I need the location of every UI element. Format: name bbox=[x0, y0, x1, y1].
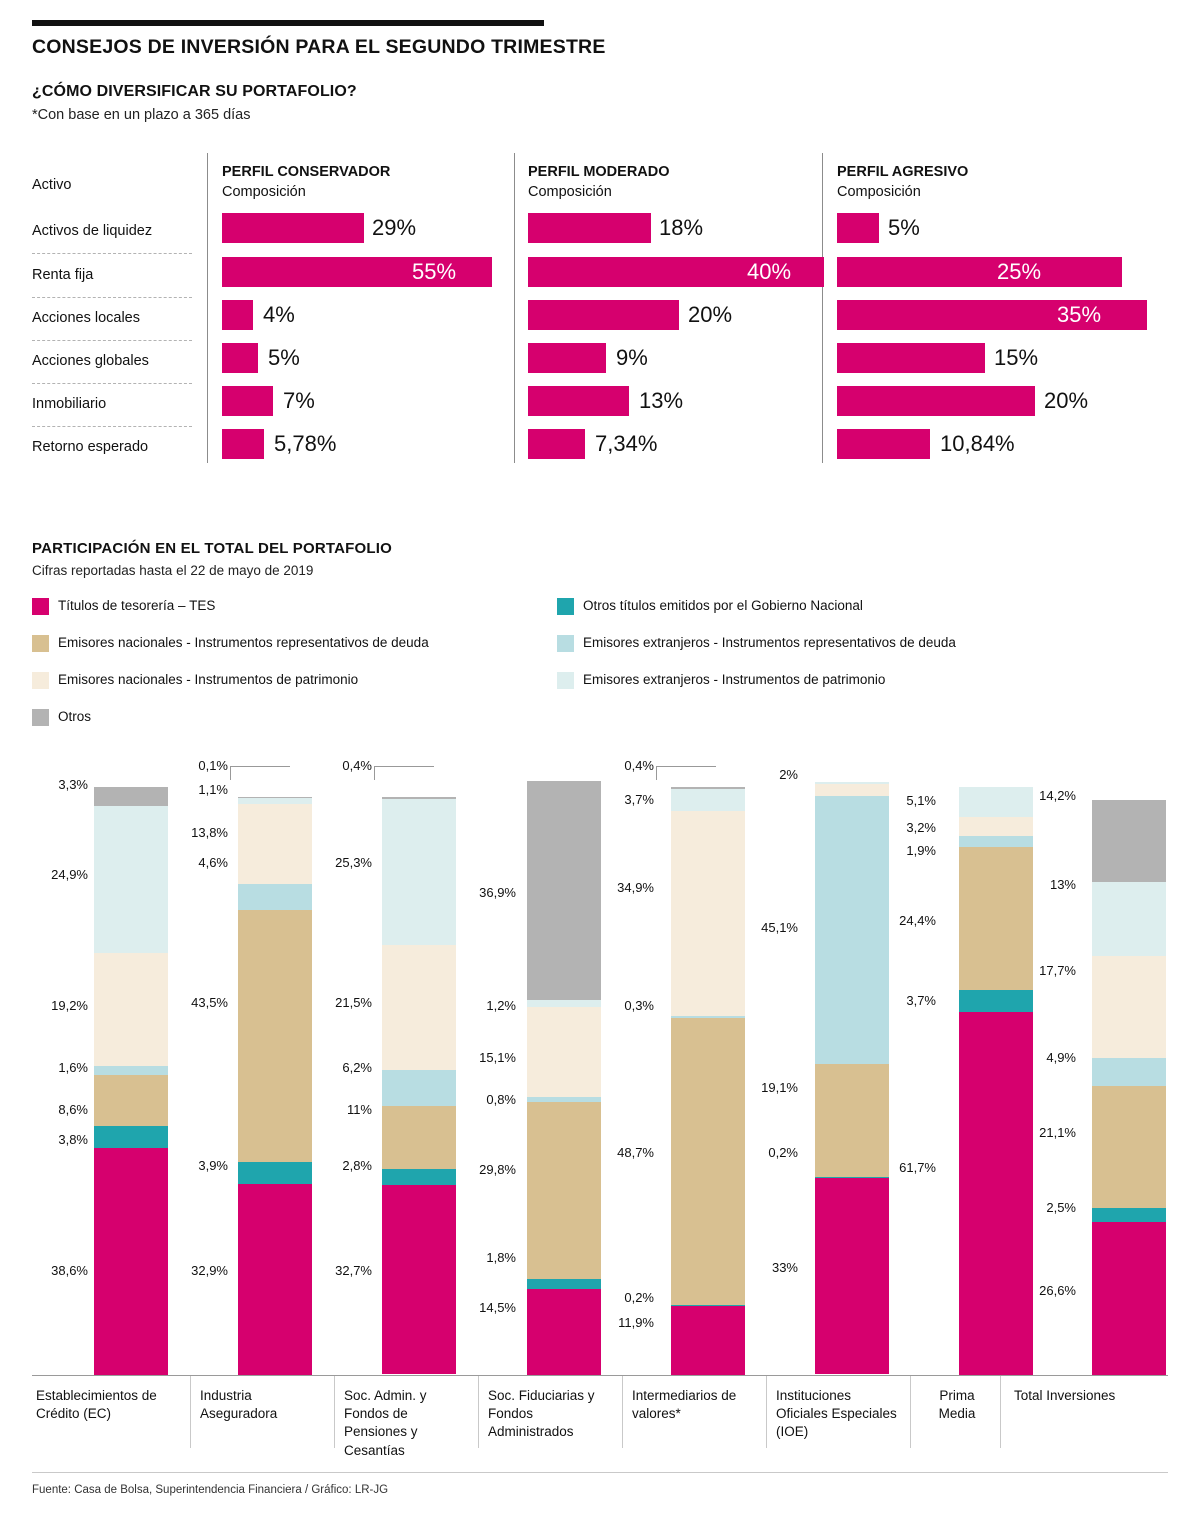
title-rule bbox=[32, 20, 544, 26]
segment-ext-patrimonio bbox=[1092, 882, 1166, 957]
value-agresivo-activos-liquidez: 5% bbox=[888, 215, 920, 240]
bar-moderado-inmobiliario bbox=[528, 386, 629, 416]
value-conservador-activos-liquidez: 29% bbox=[372, 215, 417, 240]
segment-otros-gobierno bbox=[1092, 1208, 1166, 1222]
bar-moderado-activos-liquidez bbox=[528, 213, 651, 243]
legend-swatch-icon bbox=[32, 709, 49, 726]
category-divider bbox=[910, 1376, 911, 1448]
value-moderado-activos-liquidez: 18% bbox=[659, 215, 704, 240]
segment-tes bbox=[238, 1184, 312, 1374]
legend-label: Otros títulos emitidos por el Gobierno Nacional bbox=[583, 598, 863, 613]
label-pens-otros: 0,4% bbox=[342, 758, 372, 773]
segment-tes bbox=[815, 1178, 889, 1374]
profiles-table bbox=[32, 145, 1168, 475]
legend-swatch-icon bbox=[32, 635, 49, 652]
segment-ext-deuda bbox=[94, 1066, 168, 1075]
category-divider bbox=[1000, 1376, 1001, 1448]
bar-agresivo-retorno bbox=[837, 429, 930, 459]
label-inter-otros: 0,4% bbox=[624, 758, 654, 773]
bar-agresivo-inmobiliario bbox=[837, 386, 1035, 416]
label-pens-ext-patrimonio: 25,3% bbox=[335, 855, 372, 870]
bar-agresivo-renta-fija bbox=[837, 257, 1122, 287]
label-total-otros: 14,2% bbox=[1039, 788, 1076, 803]
stacked-column-pensiones bbox=[382, 797, 456, 1375]
bar-moderado-retorno bbox=[528, 429, 585, 459]
segment-tes bbox=[671, 1306, 745, 1376]
category-divider bbox=[334, 1376, 335, 1448]
segment-otros bbox=[1092, 800, 1166, 882]
label-fid-otros-gobierno: 1,8% bbox=[486, 1250, 516, 1265]
label-ioe-nac-deuda: 19,1% bbox=[761, 1080, 798, 1095]
label-fid-tes: 14,5% bbox=[479, 1300, 516, 1315]
legend-label: Emisores extranjeros - Instrumentos representativos de deuda bbox=[583, 635, 956, 650]
leader-line bbox=[374, 766, 434, 780]
label-aseg-nac-deuda: 43,5% bbox=[191, 995, 228, 1010]
bar-conservador-acciones-globales bbox=[222, 343, 258, 373]
label-aseg-otros: 0,1% bbox=[198, 758, 228, 773]
label-ec-nac-patrimonio: 19,2% bbox=[51, 998, 88, 1013]
segment-nac-patrimonio bbox=[527, 1007, 601, 1097]
column-header-conservador: PERFIL CONSERVADOR Composición bbox=[222, 164, 391, 200]
column-divider-2 bbox=[514, 153, 515, 463]
label-ec-nac-deuda: 8,6% bbox=[58, 1102, 88, 1117]
row-divider bbox=[32, 383, 192, 384]
legend-item-otros-gobierno bbox=[557, 598, 863, 615]
label-aseg-ext-deuda: 4,6% bbox=[198, 855, 228, 870]
segment-otros-gobierno bbox=[382, 1169, 456, 1185]
category-label-total: Total Inversiones bbox=[1014, 1388, 1116, 1403]
value-agresivo-retorno: 10,84% bbox=[940, 431, 1015, 456]
legend-swatch-icon bbox=[557, 635, 574, 652]
segment-otros bbox=[94, 787, 168, 806]
row-label-renta-fija: Renta fija bbox=[32, 267, 94, 283]
label-ec-otros-gobierno: 3,8% bbox=[58, 1132, 88, 1147]
label-pm-otros-gobierno: 3,7% bbox=[906, 993, 936, 1008]
segment-tes bbox=[959, 1012, 1033, 1375]
segment-ext-deuda bbox=[1092, 1058, 1166, 1086]
segment-tes bbox=[527, 1289, 601, 1375]
bar-agresivo-acciones-globales bbox=[837, 343, 985, 373]
label-inter-ext-deuda: 0,3% bbox=[624, 998, 654, 1013]
label-pm-ext-patrimonio: 5,1% bbox=[906, 793, 936, 808]
stacked-column-aseguradora bbox=[238, 797, 312, 1375]
label-pens-nac-patrimonio: 21,5% bbox=[335, 995, 372, 1010]
category-label-aseguradora: Industria Aseguradora bbox=[200, 1388, 278, 1422]
segment-tes bbox=[94, 1148, 168, 1375]
label-fid-otros: 36,9% bbox=[479, 885, 516, 900]
bar-moderado-acciones-globales bbox=[528, 343, 606, 373]
stacked-column-fiduciarias bbox=[527, 781, 601, 1375]
legend-label: Otros bbox=[58, 709, 92, 724]
label-ioe-nac-patrimonio: 2% bbox=[779, 767, 798, 782]
row-label-activos-liquidez: Activos de liquidez bbox=[32, 223, 153, 239]
category-label-ioe: Instituciones Oficiales Especiales (IOE) bbox=[776, 1388, 897, 1440]
segment-nac-patrimonio bbox=[1092, 956, 1166, 1058]
segment-nac-patrimonio bbox=[815, 784, 889, 796]
category-divider bbox=[622, 1376, 623, 1448]
label-inter-otros-gobierno: 0,2% bbox=[624, 1290, 654, 1305]
label-total-nac-deuda: 21,1% bbox=[1039, 1125, 1076, 1140]
label-pens-otros-gobierno: 2,8% bbox=[342, 1158, 372, 1173]
chart-axis bbox=[32, 1375, 1168, 1376]
label-total-ext-patrimonio: 13% bbox=[1049, 877, 1076, 892]
segment-ext-deuda bbox=[382, 1070, 456, 1106]
label-fid-nac-patrimonio: 15,1% bbox=[479, 1050, 516, 1065]
label-ioe-tes: 33% bbox=[771, 1260, 798, 1275]
label-ioe-otros-gobierno: 0,2% bbox=[768, 1145, 798, 1160]
value-moderado-renta-fija: 40% bbox=[747, 259, 792, 284]
section-note: *Con base en un plazo a 365 días bbox=[32, 107, 251, 123]
legend-item-nac-patrimonio bbox=[32, 672, 358, 689]
row-divider bbox=[32, 340, 192, 341]
value-moderado-inmobiliario: 13% bbox=[639, 388, 684, 413]
label-pm-ext-deuda: 1,9% bbox=[906, 843, 936, 858]
row-label-inmobiliario: Inmobiliario bbox=[32, 396, 107, 412]
segment-ext-patrimonio bbox=[671, 789, 745, 811]
segment-nac-patrimonio bbox=[671, 811, 745, 1016]
column-divider-3 bbox=[822, 153, 823, 463]
label-total-otros-gobierno: 2,5% bbox=[1046, 1200, 1076, 1215]
bar-conservador-inmobiliario bbox=[222, 386, 273, 416]
legend-item-tes bbox=[32, 598, 215, 615]
participation-subtitle: Cifras reportadas hasta el 22 de mayo de 2019 bbox=[32, 563, 314, 578]
category-label-pensiones: Soc. Admin. y Fondos de Pensiones y Cesantías bbox=[344, 1388, 427, 1458]
legend-swatch-icon bbox=[557, 598, 574, 615]
source-note: Fuente: Casa de Bolsa, Superintendencia Financiera / Gráfico: LR-JG bbox=[32, 1484, 389, 1496]
segment-tes bbox=[1092, 1222, 1166, 1375]
segment-ext-deuda bbox=[959, 836, 1033, 847]
category-label-ec: Establecimientos de Crédito (EC) bbox=[36, 1388, 157, 1422]
label-pens-ext-deuda: 6,2% bbox=[342, 1060, 372, 1075]
legend-item-ext-patrimonio bbox=[557, 672, 885, 689]
segment-nac-patrimonio bbox=[382, 945, 456, 1069]
source-divider bbox=[32, 1472, 1168, 1473]
row-divider bbox=[32, 297, 192, 298]
label-total-nac-patrimonio: 17,7% bbox=[1039, 963, 1076, 978]
label-inter-ext-patrimonio: 3,7% bbox=[624, 792, 654, 807]
stacked-column-ioe bbox=[815, 782, 889, 1375]
label-inter-nac-patrimonio: 34,9% bbox=[617, 880, 654, 895]
label-fid-ext-deuda: 0,8% bbox=[486, 1092, 516, 1107]
legend-label: Títulos de tesorería – TES bbox=[58, 598, 216, 613]
value-agresivo-acciones-locales: 35% bbox=[1057, 302, 1102, 327]
label-pm-nac-deuda: 24,4% bbox=[899, 913, 936, 928]
bar-conservador-activos-liquidez bbox=[222, 213, 364, 243]
segment-nac-deuda bbox=[527, 1102, 601, 1279]
label-aseg-otros-gobierno: 3,9% bbox=[198, 1158, 228, 1173]
value-agresivo-acciones-globales: 15% bbox=[994, 345, 1039, 370]
value-conservador-retorno: 5,78% bbox=[274, 431, 337, 456]
stacked-column-intermediarios bbox=[671, 787, 745, 1375]
segment-otros-gobierno bbox=[959, 990, 1033, 1012]
stacked-column-total bbox=[1092, 800, 1166, 1375]
row-label-acciones-locales: Acciones locales bbox=[32, 310, 140, 326]
legend-label: Emisores nacionales - Instrumentos de patrimonio bbox=[58, 672, 359, 687]
column-divider-1 bbox=[207, 153, 208, 463]
legend-item-otros bbox=[32, 709, 91, 726]
column-header-moderado: PERFIL MODERADO Composición bbox=[528, 164, 670, 200]
stacked-column-ec bbox=[94, 787, 168, 1375]
segment-nac-deuda bbox=[1092, 1086, 1166, 1207]
segment-otros-gobierno bbox=[238, 1162, 312, 1185]
segment-nac-deuda bbox=[382, 1106, 456, 1170]
bar-conservador-retorno bbox=[222, 429, 264, 459]
infographic-page bbox=[0, 20, 1200, 1523]
page-title: CONSEJOS DE INVERSIÓN PARA EL SEGUNDO TRIMESTRE bbox=[32, 36, 606, 58]
section-subtitle: ¿CÓMO DIVERSIFICAR SU PORTAFOLIO? bbox=[32, 83, 357, 100]
segment-nac-deuda bbox=[671, 1018, 745, 1304]
label-pm-tes: 61,7% bbox=[899, 1160, 936, 1175]
legend-item-nac-deuda bbox=[32, 635, 429, 652]
row-label-acciones-globales: Acciones globales bbox=[32, 353, 149, 369]
segment-ext-patrimonio bbox=[94, 806, 168, 952]
segment-nac-patrimonio bbox=[238, 804, 312, 884]
label-ioe-ext-deuda: 45,1% bbox=[761, 920, 798, 935]
stacked-bar-chart bbox=[32, 755, 1168, 1375]
bar-moderado-acciones-locales bbox=[528, 300, 679, 330]
segment-nac-patrimonio bbox=[94, 953, 168, 1066]
category-divider bbox=[766, 1376, 767, 1448]
label-ec-otros: 3,3% bbox=[58, 777, 88, 792]
segment-nac-deuda bbox=[94, 1075, 168, 1126]
label-aseg-ext-patrimonio: 1,1% bbox=[198, 782, 228, 797]
category-label-prima-media: Prima Media bbox=[938, 1388, 976, 1422]
label-aseg-nac-patrimonio: 13,8% bbox=[191, 825, 228, 840]
segment-ext-patrimonio bbox=[382, 799, 456, 945]
row-divider bbox=[32, 426, 192, 427]
category-label-intermediarios: Intermediarios de valores* bbox=[632, 1388, 737, 1422]
segment-ext-deuda bbox=[815, 796, 889, 1063]
legend-label: Emisores extranjeros - Instrumentos de patrimonio bbox=[583, 672, 886, 687]
column-header-agresivo: PERFIL AGRESIVO Composición bbox=[837, 164, 969, 200]
label-ec-tes: 38,6% bbox=[51, 1263, 88, 1278]
label-inter-nac-deuda: 48,7% bbox=[617, 1145, 654, 1160]
category-divider bbox=[478, 1376, 479, 1448]
segment-ext-deuda bbox=[238, 884, 312, 911]
label-inter-tes: 11,9% bbox=[618, 1315, 654, 1330]
label-pens-nac-deuda: 11% bbox=[346, 1102, 372, 1117]
legend-swatch-icon bbox=[32, 672, 49, 689]
bar-conservador-acciones-locales bbox=[222, 300, 253, 330]
leader-line bbox=[230, 766, 290, 780]
label-aseg-tes: 32,9% bbox=[191, 1263, 228, 1278]
label-fid-ext-patrimonio: 1,2% bbox=[486, 998, 516, 1013]
legend-swatch-icon bbox=[32, 598, 49, 615]
segment-otros bbox=[527, 781, 601, 1000]
value-moderado-acciones-locales: 20% bbox=[688, 302, 733, 327]
row-divider bbox=[32, 253, 192, 254]
segment-nac-deuda bbox=[238, 910, 312, 1161]
label-pm-nac-patrimonio: 3,2% bbox=[906, 820, 936, 835]
value-conservador-inmobiliario: 7% bbox=[283, 388, 315, 413]
segment-tes bbox=[382, 1185, 456, 1374]
category-label-fiduciarias: Soc. Fiduciarias y Fondos Administrados bbox=[488, 1388, 595, 1440]
leader-line bbox=[656, 766, 716, 780]
label-pens-tes: 32,7% bbox=[335, 1263, 372, 1278]
legend-item-ext-deuda bbox=[557, 635, 956, 652]
label-fid-nac-deuda: 29,8% bbox=[479, 1162, 516, 1177]
segment-nac-patrimonio bbox=[959, 817, 1033, 836]
label-ec-ext-patrimonio: 24,9% bbox=[51, 867, 88, 882]
category-divider bbox=[190, 1376, 191, 1448]
value-moderado-retorno: 7,34% bbox=[595, 431, 658, 456]
legend-label: Emisores nacionales - Instrumentos representativos de deuda bbox=[58, 635, 429, 650]
value-agresivo-inmobiliario: 20% bbox=[1044, 388, 1089, 413]
segment-otros-gobierno bbox=[94, 1126, 168, 1148]
label-total-ext-deuda: 4,9% bbox=[1046, 1050, 1076, 1065]
value-agresivo-renta-fija: 25% bbox=[997, 259, 1042, 284]
label-ec-ext-deuda: 1,6% bbox=[58, 1060, 88, 1075]
row-label-retorno-esperado: Retorno esperado bbox=[32, 439, 149, 455]
bar-agresivo-activos-liquidez bbox=[837, 213, 879, 243]
segment-nac-deuda bbox=[815, 1064, 889, 1177]
participation-title: PARTICIPACIÓN EN EL TOTAL DEL PORTAFOLIO bbox=[32, 540, 392, 557]
segment-otros-gobierno bbox=[527, 1279, 601, 1290]
label-total-tes: 26,6% bbox=[1039, 1283, 1076, 1298]
value-moderado-acciones-globales: 9% bbox=[616, 345, 648, 370]
asset-column-header: Activo bbox=[32, 177, 72, 193]
legend-swatch-icon bbox=[557, 672, 574, 689]
segment-ext-patrimonio bbox=[527, 1000, 601, 1007]
value-conservador-acciones-locales: 4% bbox=[263, 302, 295, 327]
value-conservador-acciones-globales: 5% bbox=[268, 345, 300, 370]
value-conservador-renta-fija: 55% bbox=[412, 259, 457, 284]
